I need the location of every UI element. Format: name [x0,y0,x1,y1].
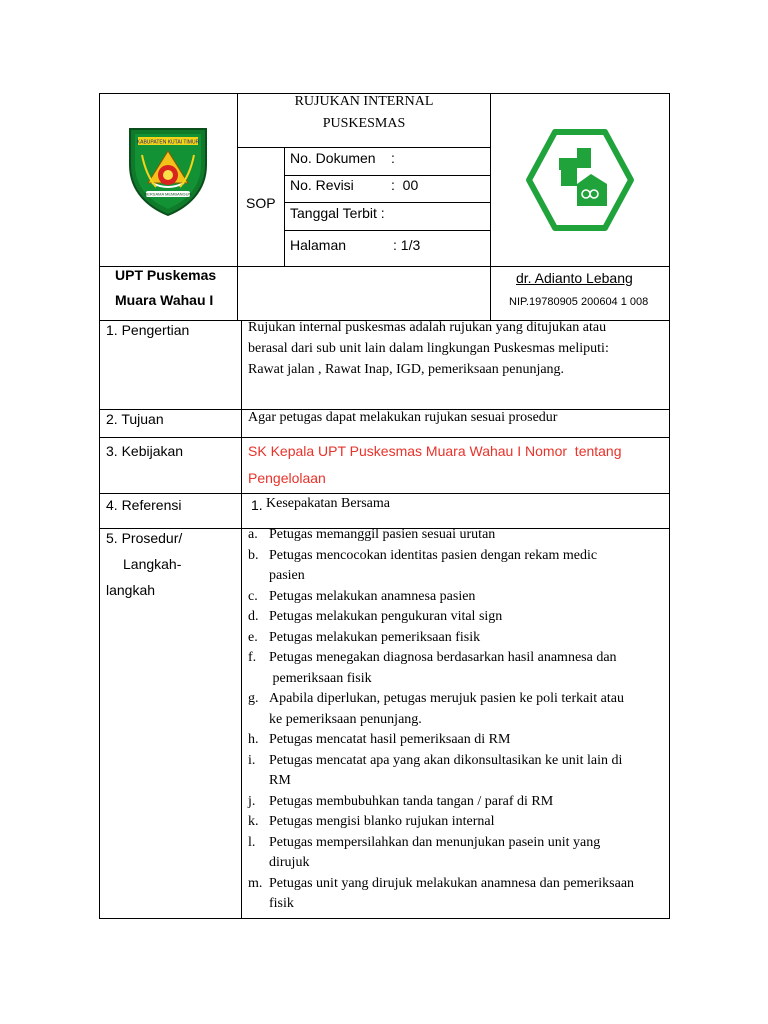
prosedur-step-text: Petugas membubuhkan tanda tangan / paraf di RM [269,793,554,809]
table-border-right [669,93,670,919]
prosedur-step-text: Apabila diperlukan, petugas merujuk pasien ke poli terkait atau [269,691,624,706]
prosedur-step-text: Petugas melakukan pengukuran vital sign [269,609,503,624]
prosedur-step-text: Petugas memanggil pasien sesuai urutan [269,527,496,542]
field-no-revisi-label: No. Revisi [290,177,354,193]
field-halaman-label: Halaman [290,237,347,253]
section-prosedur-label-line1: 5. Prosedur/ [106,530,183,546]
pengertian-text-line3: Rawat jalan , Rawat Inap, IGD, pemeriksaan penunjang. [248,362,565,377]
prosedur-step-text: Petugas mencatat hasil pemeriksaan di RM [269,732,511,747]
prosedur-step-letter: e. [248,629,258,645]
field-line-3 [284,230,491,231]
org-name-line2: Muara Wahau I [115,292,214,308]
sop-label: SOP [246,195,276,211]
prosedur-step-letter: a. [248,527,258,542]
sop-divider [284,147,285,267]
pengertian-text-line1: Rujukan internal puskesmas adalah rujukan yang ditujukan atau [248,320,607,335]
crest-banner-text: KABUPATEN KUTAI TIMUR [136,139,200,146]
prosedur-step-letter: k. [248,814,259,829]
tujuan-text: Agar petugas dapat melakukan rujukan sesuai prosedur [248,410,558,425]
referensi-number: 1. [251,497,263,513]
org-name-line1: UPT Puskemas [115,267,217,283]
section-kebijakan-label: 3. Kebijakan [106,443,184,459]
section-prosedur-label-line2: Langkah- [123,556,182,572]
puskesmas-hexagon-cross-icon [525,128,635,232]
field-halaman-value: : 1/3 [393,237,421,253]
prosedur-step-letter: m. [248,875,263,891]
prosedur-step-letter: d. [248,609,259,624]
prosedur-step-text: ke pemeriksaan penunjang. [269,711,422,727]
prosedur-step-letter: b. [248,547,259,563]
field-no-revisi-value: : 00 [391,177,419,193]
referensi-text: Kesepakatan Bersama [266,496,390,511]
puskesmas-logo [525,128,635,232]
prosedur-step-text: Petugas mencatat apa yang akan dikonsultasikan ke unit lain di [269,752,623,768]
title-bottom-line [237,147,491,148]
crest-ribbon-text: BERSAMA MEMBANGUN [144,191,192,197]
prosedur-step-text: pemeriksaan fisik [269,670,372,686]
prosedur-step-letter: f. [248,650,257,665]
prosedur-step-text: RM [269,773,291,788]
crest-icon [126,125,210,219]
kebijakan-text-line2: Pengelolaan [248,470,326,486]
table-border-left [99,93,100,919]
prosedur-step-text: dirujuk [269,855,310,870]
field-no-dokumen-label: No. Dokumen [290,150,376,166]
prosedur-step-text: pasien [269,568,305,583]
prosedur-step-text: Petugas menegakan diagnosa berdasarkan hasil anamnesa dan [269,650,617,665]
prosedur-step-letter: c. [248,588,258,604]
prosedur-step-letter: l. [248,834,256,850]
section-referensi-label: 4. Referensi [106,497,182,513]
prosedur-step-text: fisik [269,896,294,911]
table-border-bottom [99,918,670,919]
prosedur-step-text: Petugas mencocokan identitas pasien dengan rekam medic [269,547,598,563]
kebijakan-text-line1: SK Kepala UPT Puskesmas Muara Wahau I Nomor tentang [248,443,622,459]
signer-nip: NIP.19780905 200604 1 008 [509,296,649,308]
document-title-line2: PUSKESMAS [322,116,406,131]
prosedur-step-text: Petugas mempersilahkan dan menunjukan pasein unit yang [269,834,601,850]
prosedur-step-letter: i. [248,752,256,768]
row-line-kebijakan [99,437,670,438]
prosedur-step-text: Petugas melakukan anamnesa pasien [269,588,476,604]
prosedur-step-text: Petugas melakukan pemeriksaan fisik [269,629,481,645]
prosedur-step-text: Petugas unit yang dirujuk melakukan anamnesa dan pemeriksaan [269,875,635,891]
field-line-1 [284,175,491,176]
section-prosedur-label-line3: langkah [106,582,156,598]
section-pengertian-label: 1. Pengertian [106,322,190,338]
signer-name: dr. Adianto Lebang [516,270,633,286]
document-title-line1: RUJUKAN INTERNAL [294,94,434,109]
field-no-dokumen-value: : [391,150,395,166]
prosedur-step-letter: j. [248,793,256,809]
field-tanggal-terbit-label: Tanggal Terbit : [290,205,385,221]
field-line-2 [284,202,491,203]
row-line-referensi [99,493,670,494]
prosedur-step-text: Petugas mengisi blanko rujukan internal [269,814,495,829]
body-column-divider [241,320,242,919]
section-tujuan-label: 2. Tujuan [106,411,164,427]
prosedur-step-letter: g. [248,691,259,706]
regency-crest-logo [126,125,210,219]
prosedur-step-letter: h. [248,732,259,747]
pengertian-text-line2: berasal dari sub unit lain dalam lingkungan Puskesmas meliputi: [248,341,609,356]
